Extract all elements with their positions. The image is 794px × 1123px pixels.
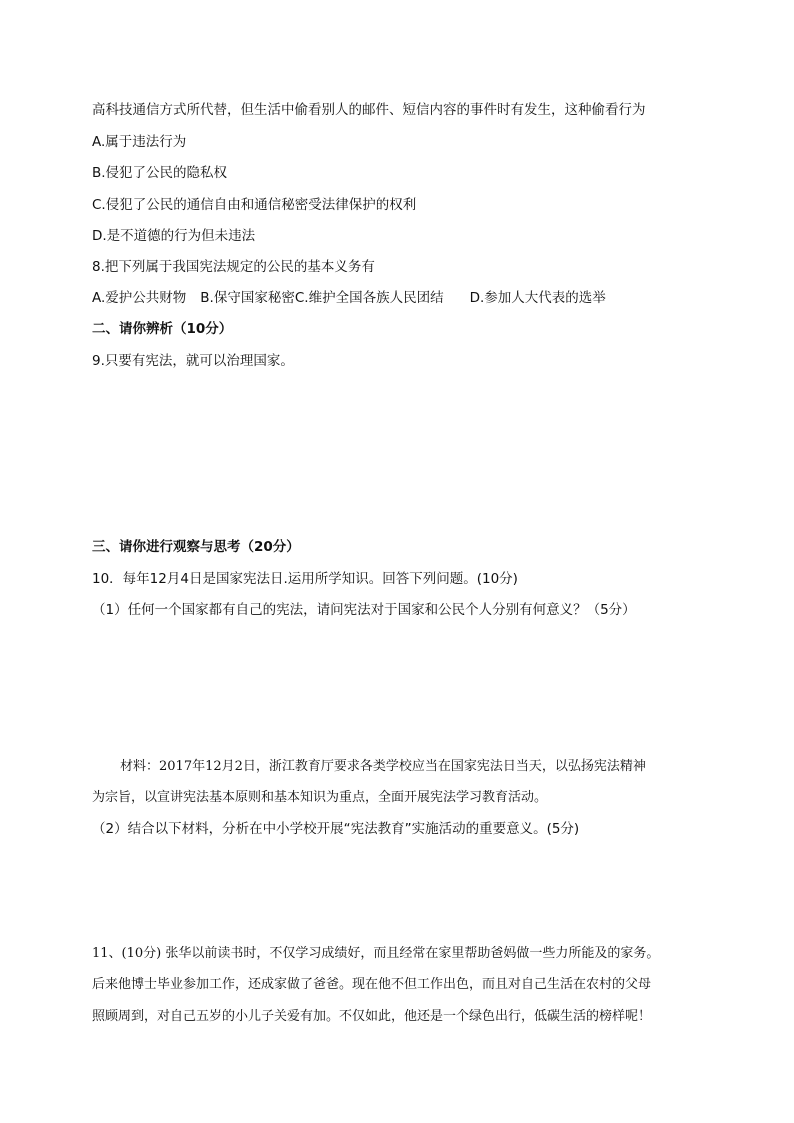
question-10-stem: 10．每年12月4日是国家宪法日.运用所学知识。回答下列问题。(10分) xyxy=(92,571,518,587)
material-paragraph-line-2: 为宗旨，以宣讲宪法基本原则和基本知识为重点，全面开展宪法学习教育活动。 xyxy=(92,790,548,805)
question-9: 9.只要有宪法，就可以治理国家。 xyxy=(92,353,294,369)
question-10-part-1: （1）任何一个国家都有自己的宪法，请问宪法对于国家和公民个人分别有何意义？（5分） xyxy=(92,602,636,618)
q7-option-c: C.侵犯了公民的通信自由和通信秘密受法律保护的权利 xyxy=(92,197,417,213)
question-11-line-2: 后来他博士毕业参加工作，还成家做了爸爸。现在他不但工作出色，而且对自己生活在农村的父母 xyxy=(92,977,652,992)
q8-option-d: D.参加人大代表的选举 xyxy=(469,290,606,306)
material-paragraph-line-1: 材料：2017年12月2日，浙江教育厅要求各类学校应当在国家宪法日当天，以弘扬宪法精神 xyxy=(120,759,646,774)
q7-option-a: A.属于违法行为 xyxy=(92,134,187,150)
q8-option-b: B.保守国家秘密 xyxy=(200,290,295,306)
q7-option-b: B.侵犯了公民的隐私权 xyxy=(92,165,228,181)
question-11-line-3: 照顾周到，对自己五岁的小儿子关爱有加。不仅如此，他还是一个绿色出行，低碳生活的榜样呢！ xyxy=(92,1009,652,1024)
question-11-line-1: 11、(10分) 张华以前读书时，不仅学习成绩好，而且经常在家里帮助爸妈做一些力所能及的家务。 xyxy=(92,946,660,961)
question-7-stem-continued: 高科技通信方式所代替，但生活中偷看别人的邮件、短信内容的事件时有发生，这种偷看行为 xyxy=(92,102,646,118)
q7-option-d: D.是不道德的行为但未违法 xyxy=(92,228,256,244)
question-8-stem: 8.把下列属于我国宪法规定的公民的基本义务有 xyxy=(92,259,375,275)
question-10-part-2: （2）结合以下材料，分析在中小学校开展“宪法教育”实施活动的重要意义。(5分) xyxy=(92,821,580,837)
q8-option-c: C.维护全国各族人民团结 xyxy=(294,290,444,306)
q8-options-row xyxy=(92,289,606,307)
section-3-heading: 三、请你进行观察与思考（20分） xyxy=(92,539,300,555)
q8-option-a: A.爱护公共财物 xyxy=(92,290,187,306)
section-2-heading: 二、请你辨析（10分） xyxy=(92,321,233,337)
